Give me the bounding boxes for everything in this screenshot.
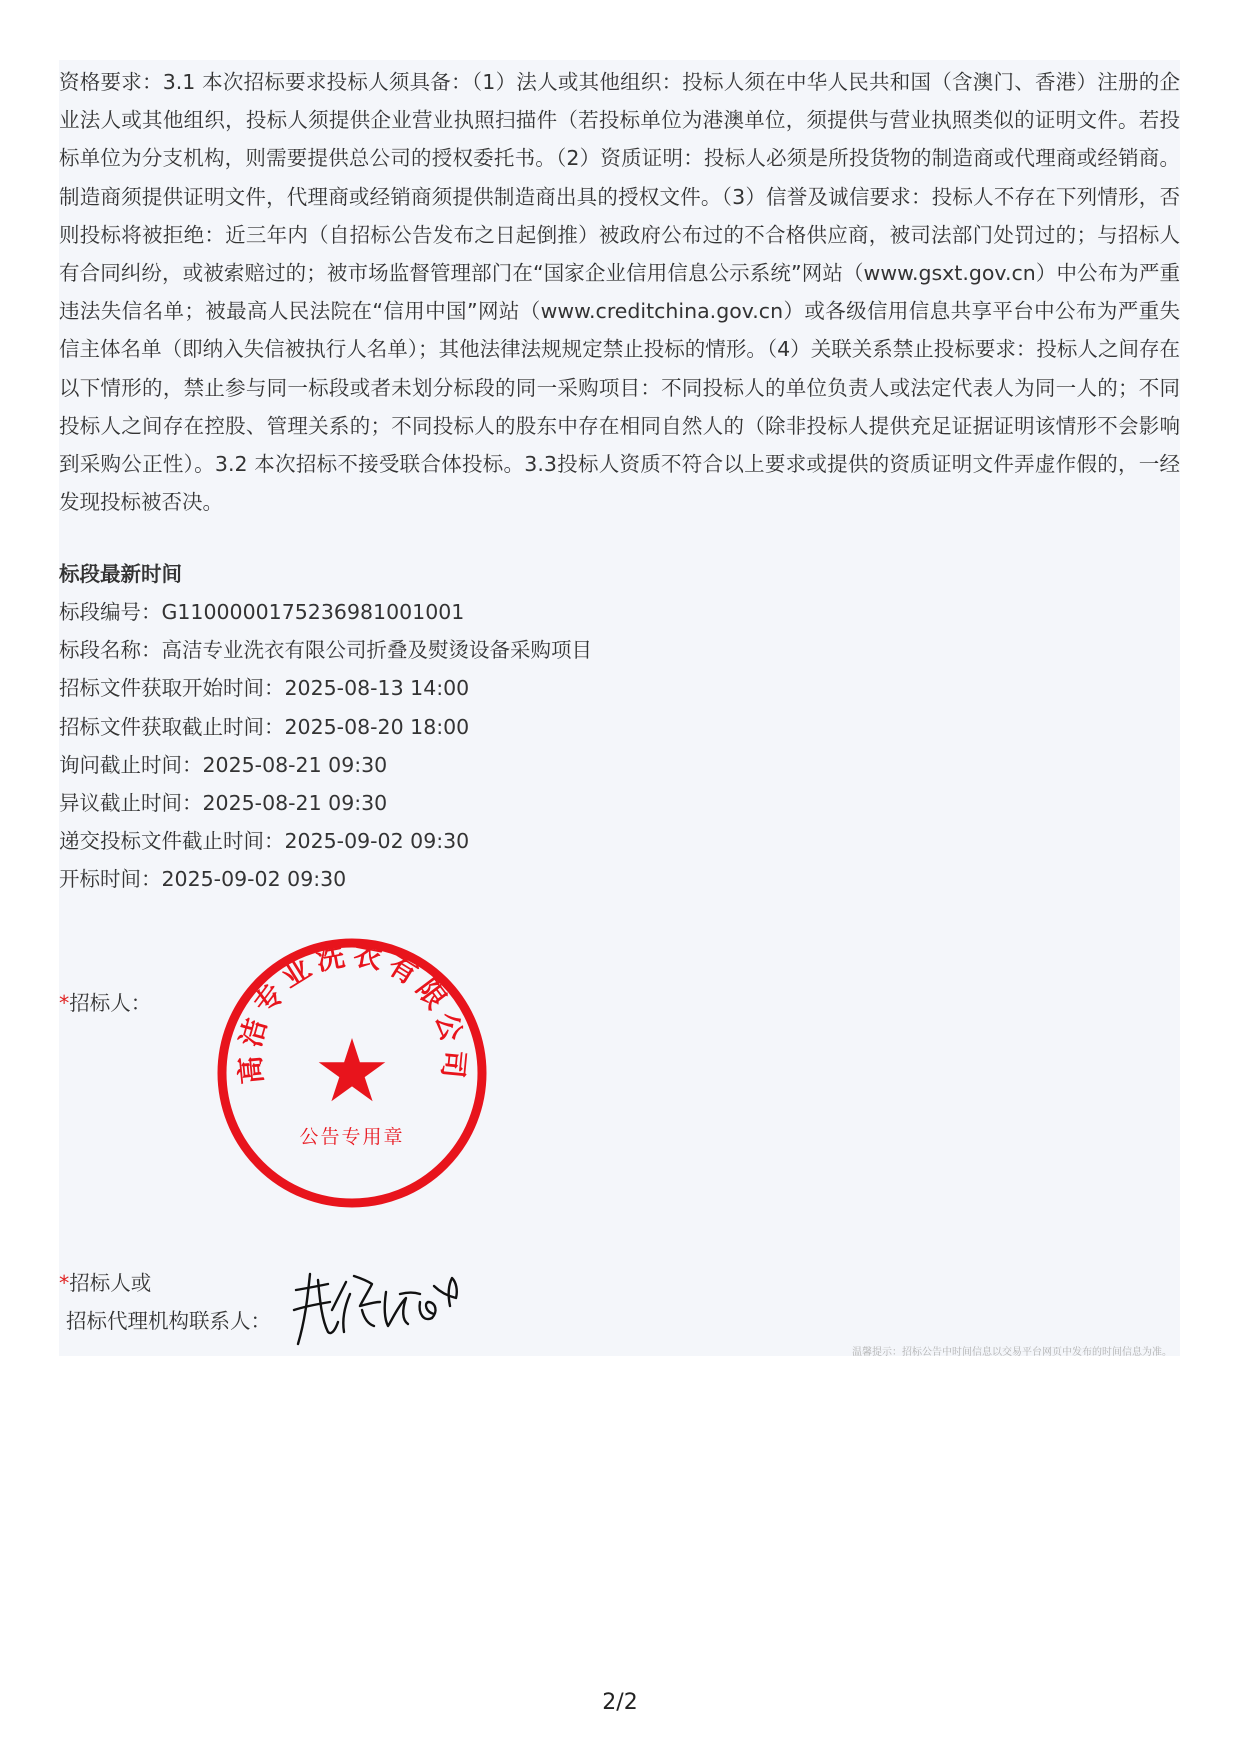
seal-company-text: 高洁专业洗衣有限公司 xyxy=(232,938,472,1086)
seal-purpose-text: 公告专用章 xyxy=(299,1126,405,1148)
info-row-inquiry-deadline: 询问截止时间：2025-08-21 09:30 xyxy=(59,752,388,777)
info-row-bid-deadline: 递交投标文件截止时间：2025-09-02 09:30 xyxy=(59,829,470,854)
info-row-doc-start: 招标文件获取开始时间：2025-08-13 14:00 xyxy=(59,676,470,701)
info-row-doc-end: 招标文件获取截止时间：2025-08-20 18:00 xyxy=(59,714,470,739)
tenderer-label: *招标人： xyxy=(59,991,152,1015)
info-row-section-number: 标段编号：G1100000175236981001001 xyxy=(59,600,465,624)
contact-label-line2: 招标代理机构联系人： xyxy=(66,1309,271,1333)
notice-tip: 温馨提示：招标公告中时间信息以交易平台网页中发布的时间信息为准。 xyxy=(852,1347,1172,1358)
info-row-section-name: 标段名称：高洁专业洗衣有限公司折叠及熨烫设备采购项目 xyxy=(59,638,592,663)
section-title: 标段最新时间 xyxy=(59,562,182,586)
info-row-objection-deadline: 异议截止时间：2025-08-21 09:30 xyxy=(59,790,388,815)
page-number: 2/2 xyxy=(602,1690,638,1715)
required-mark: * xyxy=(59,991,70,1015)
company-seal xyxy=(216,937,488,1209)
section-time-list xyxy=(59,593,592,899)
handwritten-signature xyxy=(288,1262,464,1352)
contact-label-line1: *招标人或 xyxy=(59,1271,152,1295)
seal-star-icon xyxy=(319,1038,386,1101)
info-row-opening-time: 开标时间：2025-09-02 09:30 xyxy=(59,867,347,892)
qualification-requirements: 资格要求：3.1 本次招标要求投标人须具备：（1）法人或其他组织：投标人须在中华人民共和国（含澳门、香港）注册的企业法人或其他组织，投标人须提供企业营业执照扫描件（若投标单位为港澳单位，须提供与营业执照类似的证明文件。若投标单位为分支机构，则需要提供总公司的授权委托书。（2）资质证明：投标人必须是所投货物的制造商或代理商或经销商。制造商须提供证明文件，代理商或经销商须提供制造商出具的授权文件。（3）信誉及诚信要求：投标人不存在下列情形，否则投标将被拒绝：近三年内（自招标公告发布之日起倒推）被政府公布过的不合格供应商，被司法部门处罚过的；与招标人有合同纠纷，或被索赔过的；被市场监督管理部门在“国家企业信用信息公示系统”网站（www.gsxt.gov.cn）中公布为严重违法失信名单；被最高人民法院在“信用中国”网站（www.creditchina.gov.cn）或各级信用信息共享平台中公布为严重失信主体名单（即纳入失信被执行人名单）；其他法律法规规定禁止投标的情形。（4）关联关系禁止投标要求：投标人之间存在以下情形的，禁止参与同一标段或者未划分标段的同一采购项目：不同投标人的单位负责人或法定代表人为同一人的；不同投标人之间存在控股、管理关系的；不同投标人的股东中存在相同自然人的（除非投标人提供充足证据证明该情形不会影响到采购公正性）。3.2 本次招标不接受联合体投标。3.3投标人资质不符合以上要求或提供的资质证明文件弄虚作假的，一经发现投标被否决。 xyxy=(59,70,1180,515)
